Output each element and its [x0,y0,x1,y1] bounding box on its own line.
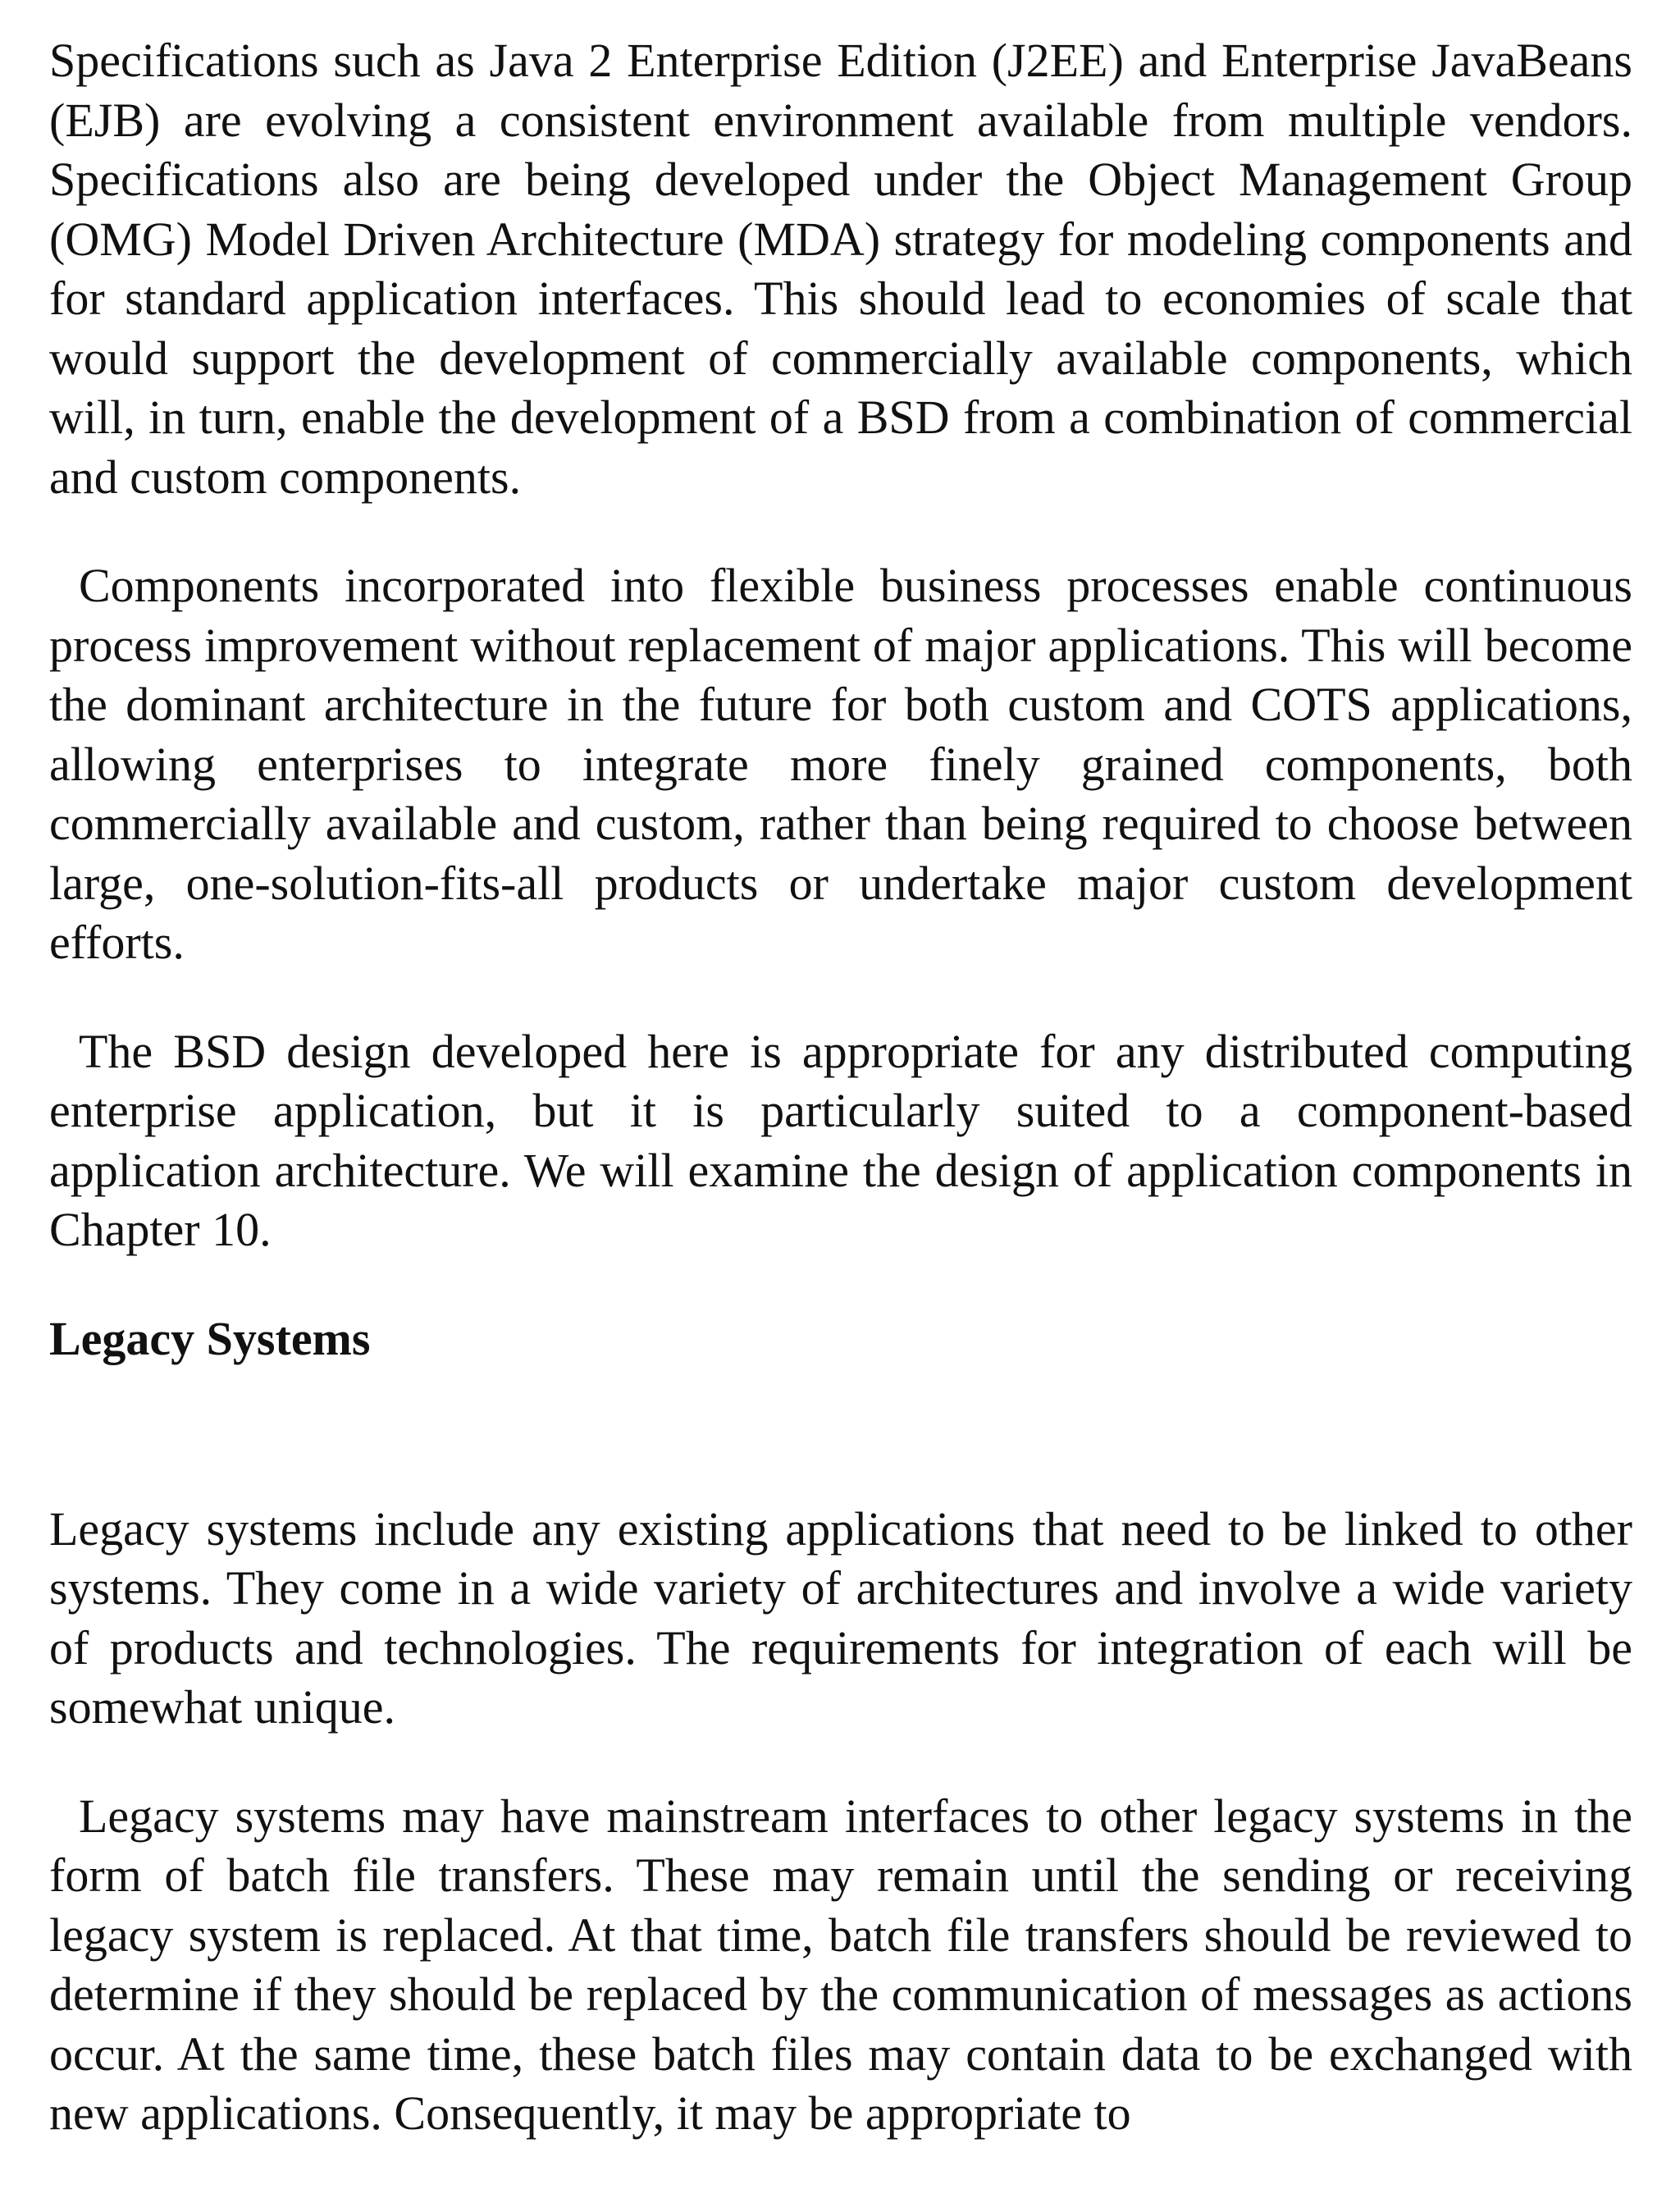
paragraph-legacy-systems-intro: Legacy systems include any existing applications that need to be linked to other systems. They come in a wide variety of architectures and involve a wide variety of products and technologies. The requirements for integration of each will be somewhat unique. [49,1501,1632,1734]
paragraph-components-processes: Components incorporated into flexible business processes enable continuous process improvement without replacement of major applications. This will become the dominant architecture in the future for both custom and COTS applications, allowing enterprises to integrate more finely grained components, both commercially available and custom, rather than being required to choose between large, one-solution-fits-all products or undertake major custom development efforts. [49,559,1632,969]
paragraph-j2ee-specifications: Specifications such as Java 2 Enterprise Edition (J2EE) and Enterprise JavaBeans (EJB) are evolving a consistent environment available from multiple vendors. Specifications also are being developed under the Object Management Group (OMG) Model Driven Architecture (MDA) strategy for modeling components and for standard application interfaces. This should lead to economies of scale that would support the development of commercially available components, which will, in turn, enable the development of a BSD from a combination of commercial and custom components. [49,34,1632,504]
document-page [49,31,1632,2144]
paragraph-bsd-design: The BSD design developed here is appropriate for any distributed computing enterprise application, but it is particularly suited to a component-based application architecture. We will examine the design of application components in Chapter 10. [49,1024,1632,1256]
section-heading-legacy-systems: Legacy Systems [49,1311,371,1365]
paragraph-legacy-batch-transfers: Legacy systems may have mainstream interfaces to other legacy systems in the form of batch file transfers. These may remain until the sending or receiving legacy system is replaced. At that time, batch file transfers should be reviewed to determine if they should be replaced by the communication of messages as actions occur. At the same time, these batch files may contain data to be exchanged with new applications. Consequently, it may be appropriate to [49,1789,1632,2140]
